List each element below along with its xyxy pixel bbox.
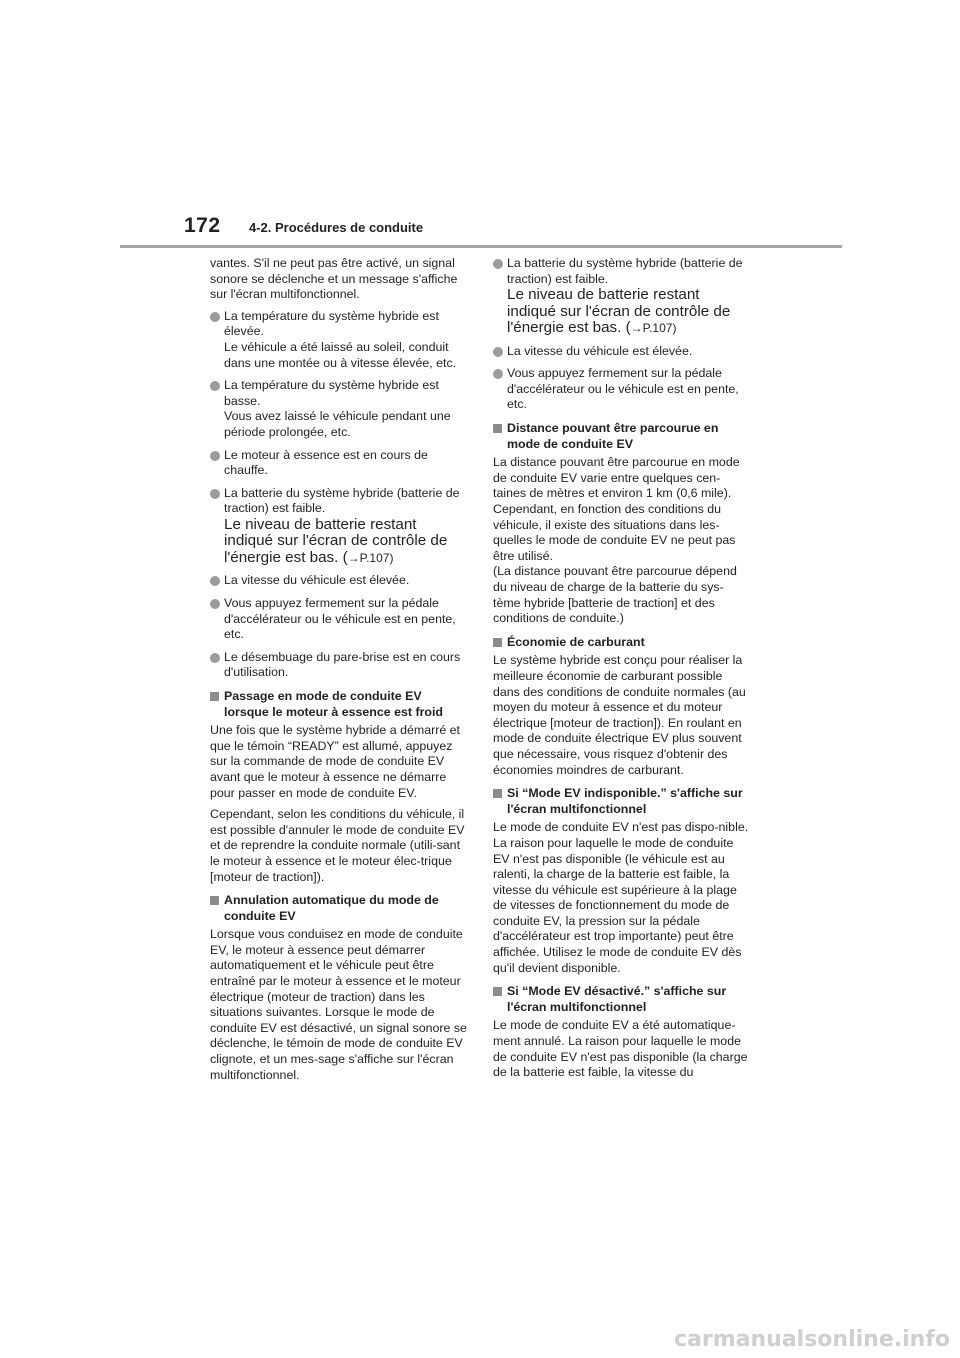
square-bullet-icon bbox=[210, 692, 219, 701]
bullet-icon bbox=[210, 653, 220, 663]
body-paragraph: Cependant, selon les conditions du véhicule, il est possible d'annuler le mode de conduite EV et de reprendre la conduite normale (utili-sant le moteur à essence et le moteur élec-trique [moteur de traction]). bbox=[210, 807, 465, 884]
list-item: La température du système hybride est élevée. Le véhicule a été laissé au soleil, conduit dans une montée ou à vitesse élevée, etc. bbox=[210, 309, 468, 371]
bullet-icon bbox=[210, 599, 220, 609]
left-column bbox=[210, 256, 468, 1089]
list-item: La batterie du système hybride (batterie de traction) est faible. Le niveau de batterie restant indiqué sur l'écran de contrôle de l'énergie est bas. (→P.107) bbox=[493, 256, 751, 337]
bullet-icon bbox=[210, 576, 220, 586]
square-bullet-icon bbox=[210, 896, 219, 905]
list-item: Le moteur à essence est en cours de chauffe. bbox=[210, 448, 468, 479]
bullet-icon bbox=[493, 259, 503, 269]
square-bullet-icon bbox=[493, 638, 502, 647]
body-paragraph: La distance pouvant être parcourue en mode de conduite EV varie entre quelques cen-taines de mètres et environ 1 km (0,6 mile). Cependant, en fonction des conditions du véhicule, il existe des situations dans les-quelles le mode de conduite EV ne peut pas être utilisé. (La distance pouvant être parcourue dépend du niveau de charge de la batterie du sys-tème hybride [batterie de traction] et des conditions de conduite.) bbox=[493, 455, 740, 626]
header-divider bbox=[120, 245, 842, 248]
body-paragraph: Une fois que le système hybride a démarré et que le témoin “READY” est allumé, appuyez sur la commande de mode de conduite EV avant que le moteur à essence ne démarre pour passer en mode de conduite EV. bbox=[210, 723, 461, 800]
subsection-heading: Si “Mode EV désactivé.” s'affiche sur l'écran multifonctionnel bbox=[493, 984, 751, 1015]
list-item: Le désembuage du pare-brise est en cours d'utilisation. bbox=[210, 650, 468, 681]
bullet-icon bbox=[210, 451, 220, 461]
subsection-heading: Économie de carburant bbox=[493, 635, 751, 651]
right-column bbox=[493, 256, 751, 1087]
page-reference-link[interactable]: →P.107) bbox=[630, 321, 677, 336]
bullet-icon bbox=[210, 381, 220, 391]
list-item: La vitesse du véhicule est élevée. bbox=[210, 573, 468, 589]
page-header bbox=[0, 0, 960, 250]
subsection-heading: Annulation automatique du mode de conduite EV bbox=[210, 893, 468, 924]
square-bullet-icon bbox=[493, 987, 502, 996]
bullet-icon bbox=[493, 369, 503, 379]
page-reference-link[interactable]: →P.107) bbox=[347, 550, 394, 565]
watermark: carmanualsonline.info bbox=[674, 1327, 950, 1352]
body-paragraph: Le mode de conduite EV a été automatique-ment annulé. La raison pour laquelle le mode de conduite EV n'est pas disponible (la charge de la batterie est faible, la vitesse du bbox=[493, 1018, 748, 1080]
bullet-icon bbox=[210, 312, 220, 322]
list-item: Vous appuyez fermement sur la pédale d'accélérateur ou le véhicule est en pente, etc. bbox=[493, 366, 751, 413]
body-paragraph: Le mode de conduite EV n'est pas dispo-nible. La raison pour laquelle le mode de conduite EV n'est pas disponible (le véhicule est au ralenti, la charge de la batterie est faible, la vitesse du véhicule est supérieure à la plage de vitesses de fonctionnement du mode de conduite EV, la pression sur la pédale d'accélérateur est trop importante) peut être affichée. Utilisez le mode de conduite EV dès qu'il devient disponible. bbox=[493, 820, 749, 975]
section-title: 4-2. Procédures de conduite bbox=[249, 220, 424, 235]
list-item: La température du système hybride est basse. Vous avez laissé le véhicule pendant une période prolongée, etc. bbox=[210, 378, 468, 440]
list-item: Vous appuyez fermement sur la pédale d'accélérateur ou le véhicule est en pente, etc. bbox=[210, 596, 468, 643]
intro-paragraph: vantes. S'il ne peut pas être activé, un signal sonore se déclenche et un message s'affiche sur l'écran multifonctionnel. bbox=[210, 256, 458, 302]
body-paragraph: Le système hybride est conçu pour réaliser la meilleure économie de carburant possible dans des conditions de conduite normales (au moyen du moteur à essence et du moteur électrique [moteur de traction]). En roulant en mode de conduite électrique EV plus souvent que nécessaire, vous risquez d'obtenir des économies moindres de carburant. bbox=[493, 653, 746, 777]
body-paragraph: Lorsque vous conduisez en mode de conduite EV, le moteur à essence peut démarrer automatiquement et le véhicule peut être entraîné par le moteur à essence et le moteur électrique (moteur de traction) dans les situations suivantes. Lorsque le mode de conduite EV est désactivé, un signal sonore se déclenche, le témoin de mode de conduite EV clignote, et un mes-sage s'affiche sur l'écran multifonctionnel. bbox=[210, 927, 467, 1082]
square-bullet-icon bbox=[493, 789, 502, 798]
bullet-icon bbox=[493, 347, 503, 357]
bullet-icon bbox=[210, 489, 220, 499]
subsection-heading: Distance pouvant être parcourue en mode de conduite EV bbox=[493, 421, 751, 452]
square-bullet-icon bbox=[493, 424, 502, 433]
subsection-heading: Passage en mode de conduite EV lorsque le moteur à essence est froid bbox=[210, 689, 468, 720]
subsection-heading: Si “Mode EV indisponible.” s'affiche sur l'écran multifonctionnel bbox=[493, 786, 751, 817]
list-item: La batterie du système hybride (batterie de traction) est faible. Le niveau de batterie restant indiqué sur l'écran de contrôle de l'énergie est bas. (→P.107) bbox=[210, 486, 468, 567]
list-item: La vitesse du véhicule est élevée. bbox=[493, 344, 751, 360]
page-number: 172 bbox=[184, 214, 221, 237]
